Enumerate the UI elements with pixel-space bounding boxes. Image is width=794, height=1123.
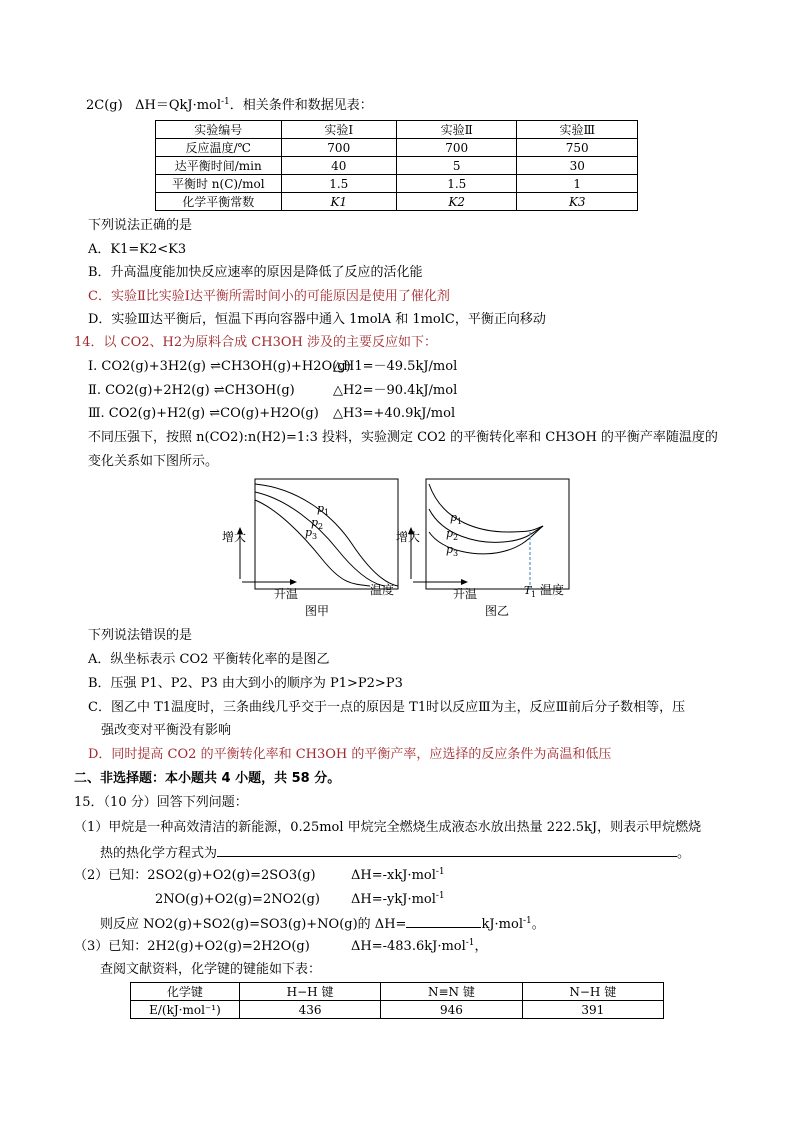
q13-option-a: A．K1=K2<K3 <box>88 242 187 257</box>
table-cell: 946 <box>381 1001 522 1019</box>
figure-yi-xlabel: 升温 <box>453 587 478 601</box>
q15-part3-line1 <box>74 938 488 956</box>
q15-part1-answer-blank[interactable] <box>217 843 677 857</box>
q15-part3-label: （3）已知： <box>74 939 148 954</box>
table-cell: 391 <box>522 1001 663 1019</box>
q15-part2-ask-text: 则反应 NO2(g)+SO2(g)=SO3(g)+NO(g)的 ΔH= <box>100 917 407 932</box>
q14-r3-dh: △H3=+40.9kJ/mol <box>333 406 456 421</box>
label-p1-sub: 1 <box>324 508 330 517</box>
q14-r3-eq: Ⅲ. CO2(g)+H2(g) ⇌CO(g)+H2O(g) <box>88 406 319 421</box>
table-cell: 化学平衡常数 <box>156 193 282 211</box>
q15-part3-eq: 2H2(g)+O2(g)=2H2O(g) <box>147 939 310 954</box>
q15-part2-eq2: 2NO(g)+O2(g)=2NO2(g) <box>155 892 320 907</box>
q13-intro <box>86 97 373 115</box>
figure-jia-caption: 图甲 <box>305 604 330 618</box>
q15-part2-line1 <box>74 867 445 885</box>
table-header-row <box>131 983 664 1001</box>
table-cell: 40 <box>281 157 396 175</box>
q15-part1-line1: （1）甲烷是一种高效清洁的新能源，0.25mol 甲烷完全燃烧生成液态水放出热量 222.5kJ，则表示甲烷燃烧 <box>74 820 702 835</box>
q15-part2-eq1: 2SO2(g)+O2(g)=2SO3(g) <box>147 868 316 883</box>
label-p2-sub: 2 <box>318 522 324 531</box>
q15-part2-line2 <box>155 891 445 909</box>
label-p1: p <box>317 502 325 515</box>
q14-r2-dh: △H2=－90.4kJ/mol <box>333 383 458 398</box>
figure-jia-xlabel: 升温 <box>274 587 299 601</box>
q14-stem: 下列说法错误的是 <box>88 628 193 643</box>
label-p1: p <box>450 511 458 524</box>
q15-part1-prompt: 热的热化学方程式为 <box>100 846 218 861</box>
q15-part2-dh2-wrap <box>351 891 445 909</box>
x-arrow-head <box>461 579 468 585</box>
figure-yi-ylabel: 增大 <box>396 530 421 544</box>
x-arrow-head <box>290 579 297 585</box>
q13-option-d: D．实验Ⅲ达平衡后，恒温下再向容器中通入 1molA 和 1molC，平衡正向移动 <box>88 312 546 327</box>
table-cell: 5 <box>396 157 517 175</box>
figure-jia-ylabel: 增大 <box>222 530 247 544</box>
table-cell: 436 <box>239 1001 380 1019</box>
q15-part1-line2 <box>100 843 690 863</box>
experiment-table <box>155 120 638 211</box>
label-p2: p <box>311 516 319 529</box>
q14-option-d: D．同时提高 CO2 的平衡转化率和 CH3OH 的平衡产率，应选择的反应条件为高温和低压 <box>88 747 612 762</box>
q15-part2-dh1-wrap <box>351 867 445 885</box>
q14-reaction-2 <box>88 382 458 400</box>
q13-intro-sup: -1 <box>221 97 230 107</box>
label-p2-sub: 2 <box>453 533 459 542</box>
q14-title: 14．以 CO2、H2为原料合成 CH3OH 涉及的主要反应如下： <box>74 335 437 350</box>
figure-jia-frame <box>255 479 398 589</box>
q14-desc-line1: 不同压强下，按照 n(CO2):n(H2)=1:3 投料，实验测定 CO2 的平衡转化率和 CH3OH 的平衡产率随温度的 <box>88 430 718 445</box>
table-cell: 1.5 <box>396 175 517 193</box>
q14-r1-dh: △H1=－49.5kJ/mol <box>333 359 458 374</box>
q15-part2-unit: kJ·mol <box>481 917 523 932</box>
q14-reaction-1 <box>88 358 458 376</box>
label-t1-sub: 1 <box>531 590 537 599</box>
q15-part2-dh2: ΔH=-ykJ·mol <box>351 892 436 907</box>
sup-neg1: -1 <box>465 938 475 948</box>
table-cell: 750 <box>517 139 638 157</box>
sup-neg1: -1 <box>435 867 445 877</box>
q15-title: 15．（10 分）回答下列问题： <box>74 795 248 810</box>
table-header-cell: 实验Ⅰ <box>281 121 396 139</box>
figure-yi <box>393 474 579 624</box>
bond-energy-table <box>130 982 664 1019</box>
figure-yi-xunit: 温度 <box>540 583 565 597</box>
table-cell: 反应温度/℃ <box>156 139 282 157</box>
curve-p3 <box>255 500 370 586</box>
sup-neg1: -1 <box>435 891 445 901</box>
table-header-cell: N−H 键 <box>522 983 663 1001</box>
table-row <box>156 157 638 175</box>
table-cell: 700 <box>281 139 396 157</box>
q13-intro-dh: ΔH＝QkJ·mol <box>135 98 222 113</box>
table-cell: 平衡时 n(C)/mol <box>156 175 282 193</box>
table-header-cell: 实验Ⅲ <box>517 121 638 139</box>
table-header-cell: 实验Ⅱ <box>396 121 517 139</box>
label-p2: p <box>446 527 454 540</box>
q14-desc-line2: 变化关系如下图所示。 <box>88 454 219 469</box>
q15-part3-text: 查阅文献资料，化学键的键能如下表： <box>100 962 322 977</box>
label-t1: T <box>524 584 532 597</box>
sup-neg1: -1 <box>522 916 532 926</box>
q14-reaction-3 <box>88 405 456 423</box>
label-p3-sub: 3 <box>453 549 459 558</box>
label-p3: p <box>305 526 313 539</box>
q15-part1-end: 。 <box>677 846 691 861</box>
table-header-cell: N≡N 键 <box>381 983 522 1001</box>
q14-option-a: A．纵坐标表示 CO2 平衡转化率的是图乙 <box>88 652 330 667</box>
table-header-cell: 化学键 <box>131 983 240 1001</box>
table-row <box>156 175 638 193</box>
q15-part2-dh1: ΔH=-xkJ·mol <box>351 868 436 883</box>
table-cell: E/(kJ·mol⁻¹) <box>131 1001 240 1019</box>
q13-intro-tail: ．相关条件和数据见表： <box>229 98 373 113</box>
figure-jia-xunit: 温度 <box>370 583 395 597</box>
table-header-cell: 实验编号 <box>156 121 282 139</box>
table-row <box>156 193 638 211</box>
q14-option-c-line2: 强改变对平衡没有影响 <box>101 723 232 738</box>
q15-part2-label: （2）已知： <box>74 868 148 883</box>
q15-part3-dh-end: ， <box>474 939 488 954</box>
figure-yi-caption: 图乙 <box>485 604 510 618</box>
q15-part2-end: 。 <box>531 917 545 932</box>
table-cell: 1.5 <box>281 175 396 193</box>
table-header-cell: H−H 键 <box>239 983 380 1001</box>
figure-jia <box>222 474 408 624</box>
table-cell: 700 <box>396 139 517 157</box>
table-cell: 30 <box>517 157 638 175</box>
curve-p1 <box>429 484 543 532</box>
table-cell: 达平衡时间/min <box>156 157 282 175</box>
q13-stem: 下列说法正确的是 <box>88 218 193 233</box>
q13-intro-reaction: 2C(g) <box>86 98 123 113</box>
q14-option-c-line1: C．图乙中 T1温度时，三条曲线几乎交于一点的原因是 T1时以反应Ⅲ为主，反应Ⅲ前后分子数相等，压 <box>88 700 686 715</box>
label-p1-sub: 1 <box>457 517 463 526</box>
q14-r1-eq: Ⅰ. CO2(g)+3H2(g) ⇌CH3OH(g)+H2O(g) <box>88 359 351 374</box>
table-cell: K1 <box>281 193 396 211</box>
label-p3: p <box>446 543 454 556</box>
q13-option-c: C．实验Ⅱ比实验Ⅰ达平衡所需时间小的可能原因是使用了催化剂 <box>88 289 450 304</box>
q14-option-b: B．压强 P1、P2、P3 由大到小的顺序为 P1>P2>P3 <box>88 676 403 691</box>
section-2-heading: 二、非选择题：本小题共 4 小题，共 58 分。 <box>74 771 341 786</box>
label-p3-sub: 3 <box>312 532 318 541</box>
q14-r2-eq: Ⅱ. CO2(g)+2H2(g) ⇌CH3OH(g) <box>88 383 295 398</box>
table-cell: 1 <box>517 175 638 193</box>
table-row <box>156 139 638 157</box>
q15-part3-dh: ΔH=-483.6kJ·mol <box>351 939 466 954</box>
table-header-row <box>156 121 638 139</box>
q15-part3-dh-wrap <box>351 938 488 956</box>
table-cell: K3 <box>517 193 638 211</box>
q15-part2-answer-blank[interactable] <box>406 914 481 928</box>
q15-part2-ask <box>100 914 545 934</box>
table-cell: K2 <box>396 193 517 211</box>
q13-option-b: B．升高温度能加快反应速率的原因是降低了反应的活化能 <box>88 265 423 280</box>
table-row <box>131 1001 664 1019</box>
